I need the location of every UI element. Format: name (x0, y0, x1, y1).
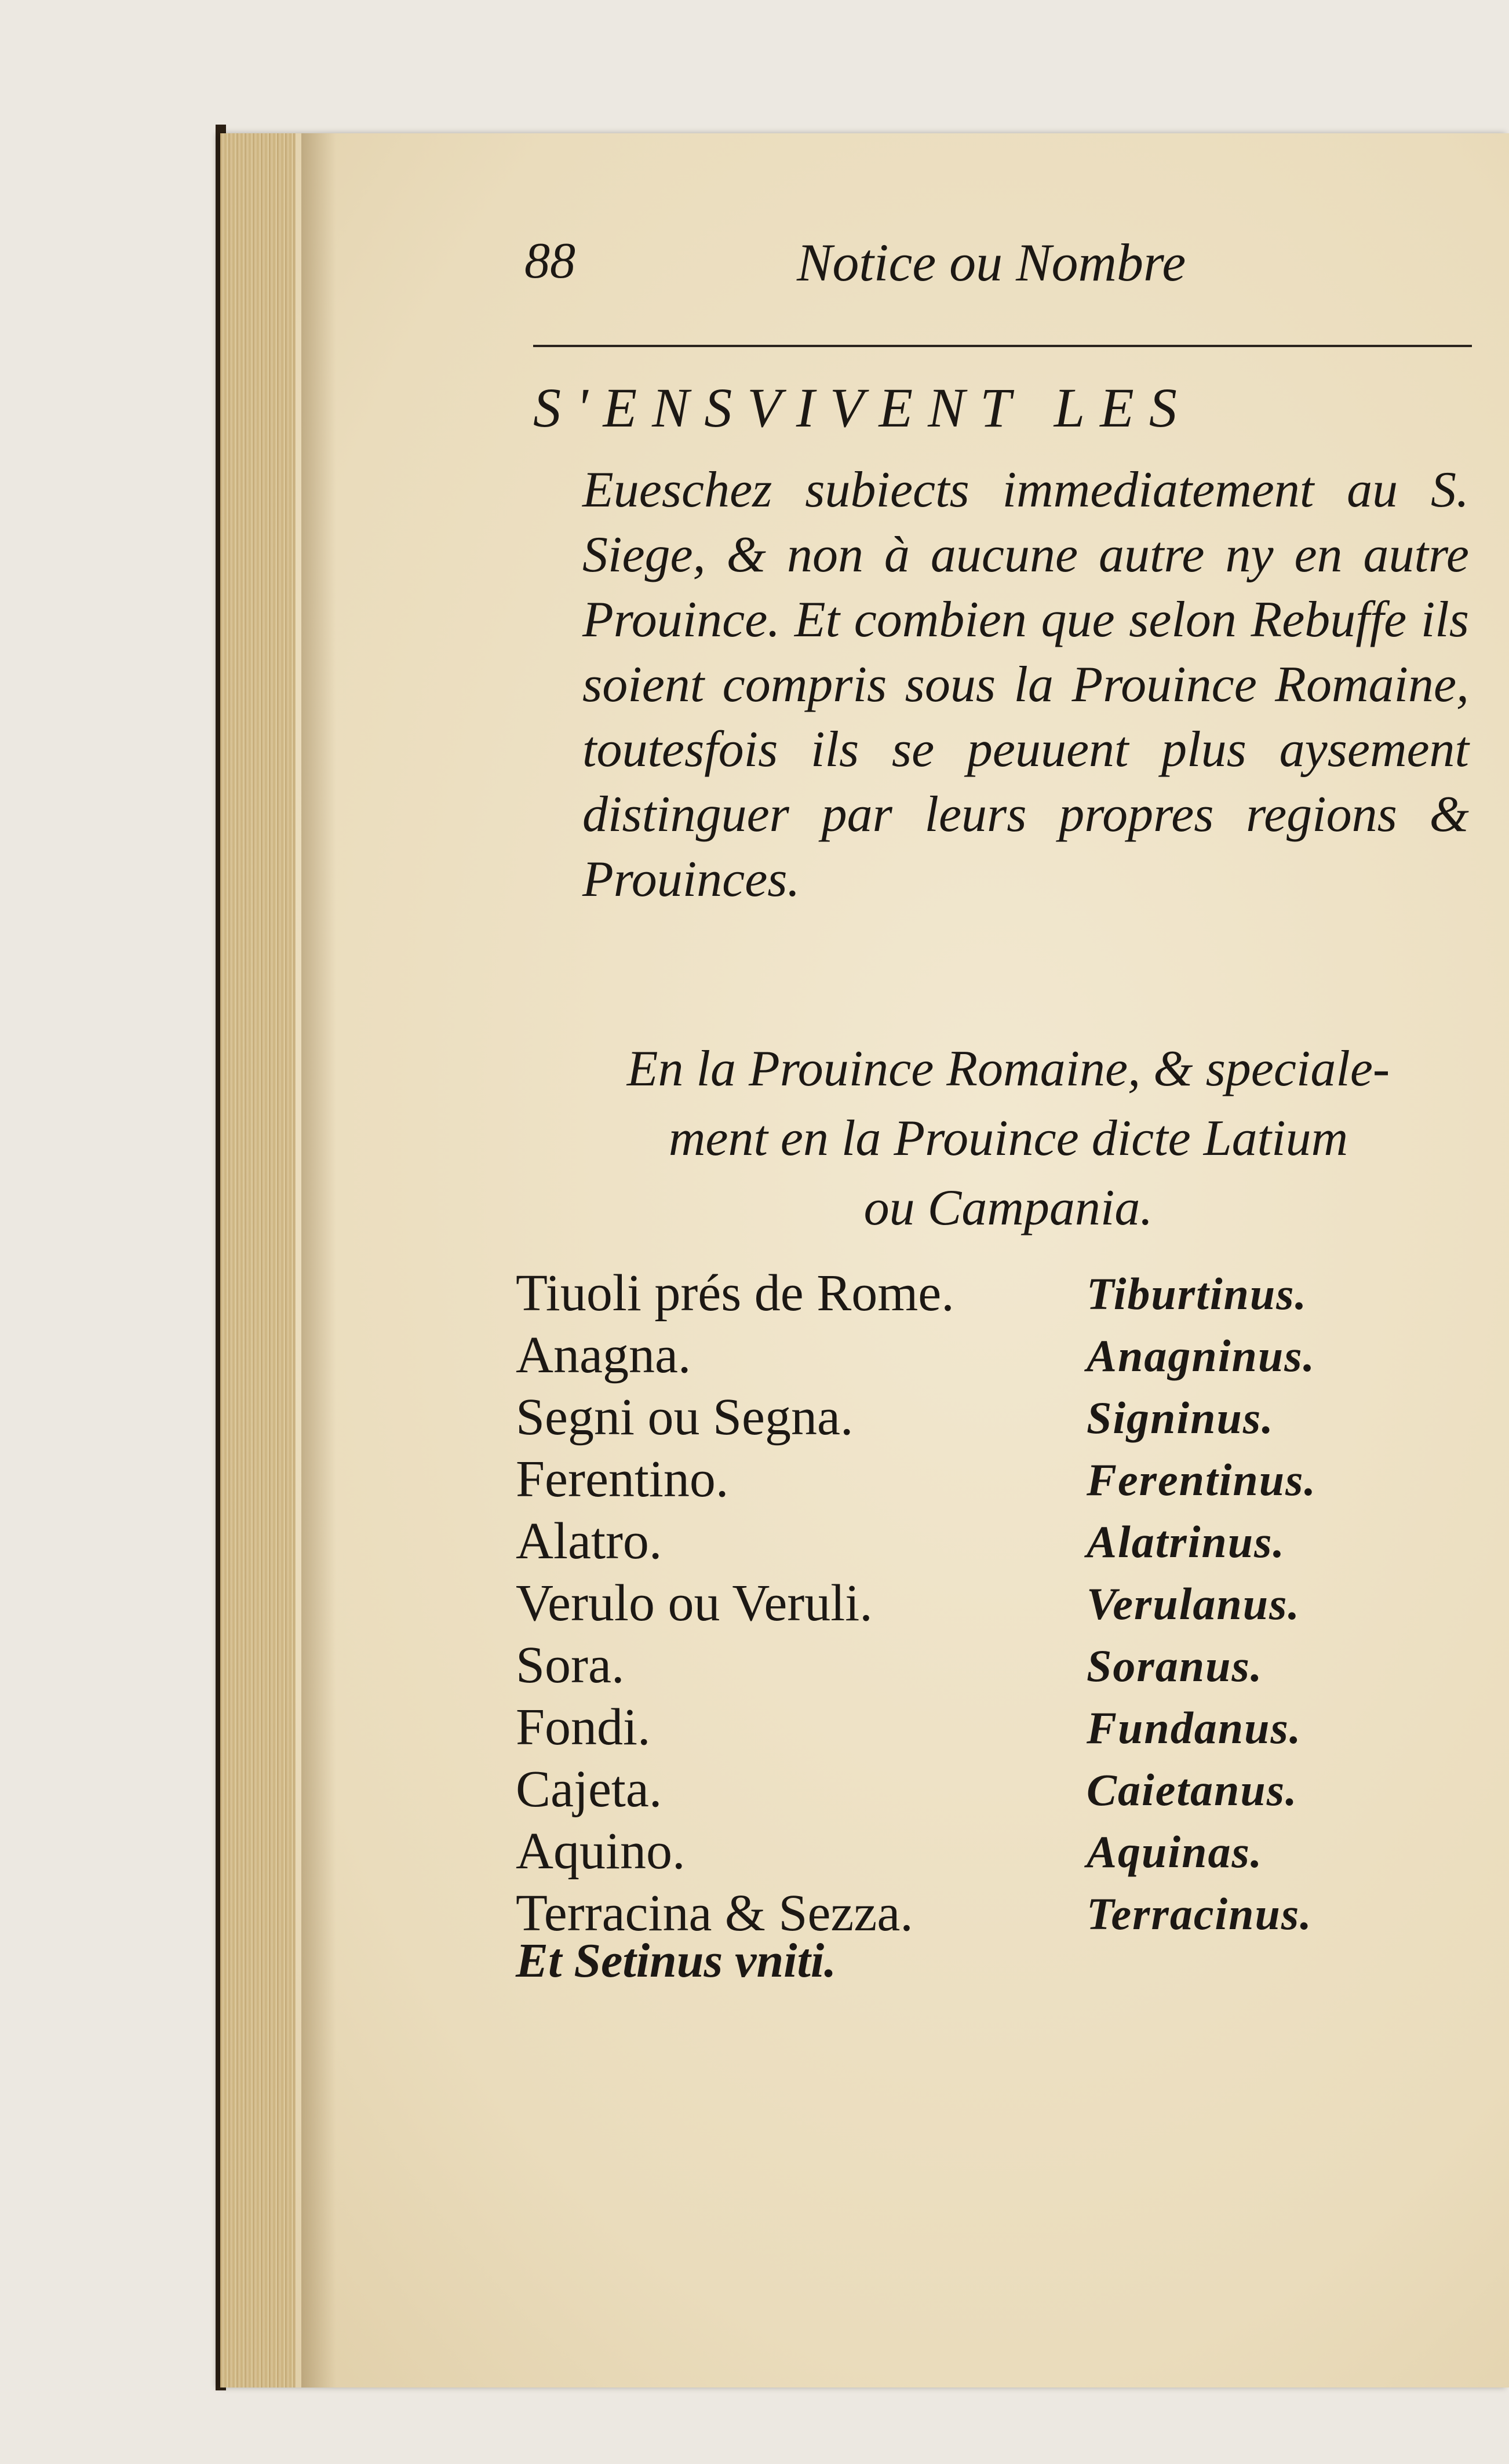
latin-name: Caietanus. (1087, 1765, 1298, 1815)
latin-name: Aquinas. (1087, 1827, 1263, 1877)
gutter-shadow (301, 133, 336, 2388)
italian-name: Verulo ou Veruli. (516, 1574, 873, 1632)
latin-name: Fundanus. (1087, 1703, 1302, 1753)
latin-name: Alatrinus. (1087, 1517, 1286, 1567)
italian-name: Anagna. (516, 1326, 691, 1384)
latin-name: Tiburtinus. (1087, 1269, 1308, 1319)
province-subheading (579, 1034, 1437, 1243)
list-item (516, 1635, 1466, 1697)
italian-name: Ferentino. (516, 1450, 729, 1508)
list-item (516, 1325, 1466, 1387)
italian-name: Fondi. (516, 1698, 651, 1756)
intro-paragraph: Eueschez subiects immediatement au S. Siege, & non à aucune autre ny en autre Prouince. Et combien que selon Rebuffe ils soient compris sous la Prouince Romaine, toutesfois ils se peuuent plus aysement distinguer par leurs propres regions & Prouinces. (582, 462, 1469, 907)
list-item (516, 1697, 1466, 1759)
italian-name: Cajeta. (516, 1760, 662, 1818)
latin-name: Verulanus. (1087, 1579, 1301, 1629)
italian-name: Terracina & Sezza. (516, 1885, 913, 1942)
list-item (516, 1821, 1466, 1883)
italian-name: Sora. (516, 1636, 625, 1694)
closing-note: Et Setinus vniti. (516, 1934, 837, 1988)
page-fore-edge (220, 133, 296, 2388)
italian-name: Tiuoli prés de Rome. (516, 1264, 954, 1322)
list-item (516, 1449, 1466, 1511)
section-heading-caps: S'ENSVIVENT LES (533, 377, 1192, 439)
list-item (516, 1759, 1466, 1821)
latin-name: Terracinus. (1087, 1889, 1313, 1939)
page-number: 88 (524, 233, 575, 289)
list-item (516, 1263, 1466, 1325)
subheading-line-3: ou Campania. (863, 1180, 1153, 1236)
latin-name: Signinus. (1087, 1393, 1274, 1443)
italian-name: Aquino. (516, 1823, 686, 1880)
page-header (524, 232, 1452, 301)
list-item (516, 1511, 1466, 1573)
subheading-line-1: En la Prouince Romaine, & speciale- (626, 1041, 1390, 1097)
running-title: Notice ou Nombre (797, 233, 1186, 292)
italian-name: Segni ou Segna. (516, 1388, 854, 1446)
list-item (516, 1573, 1466, 1635)
bishopric-list (516, 1263, 1466, 1945)
italian-name: Alatro. (516, 1512, 662, 1570)
latin-name: Anagninus. (1087, 1331, 1316, 1381)
subheading-line-2: ment en la Prouince dicte Latium (668, 1110, 1348, 1167)
header-rule (533, 345, 1472, 347)
latin-name: Soranus. (1087, 1641, 1263, 1691)
list-item (516, 1387, 1466, 1449)
latin-name: Ferentinus. (1087, 1455, 1317, 1505)
